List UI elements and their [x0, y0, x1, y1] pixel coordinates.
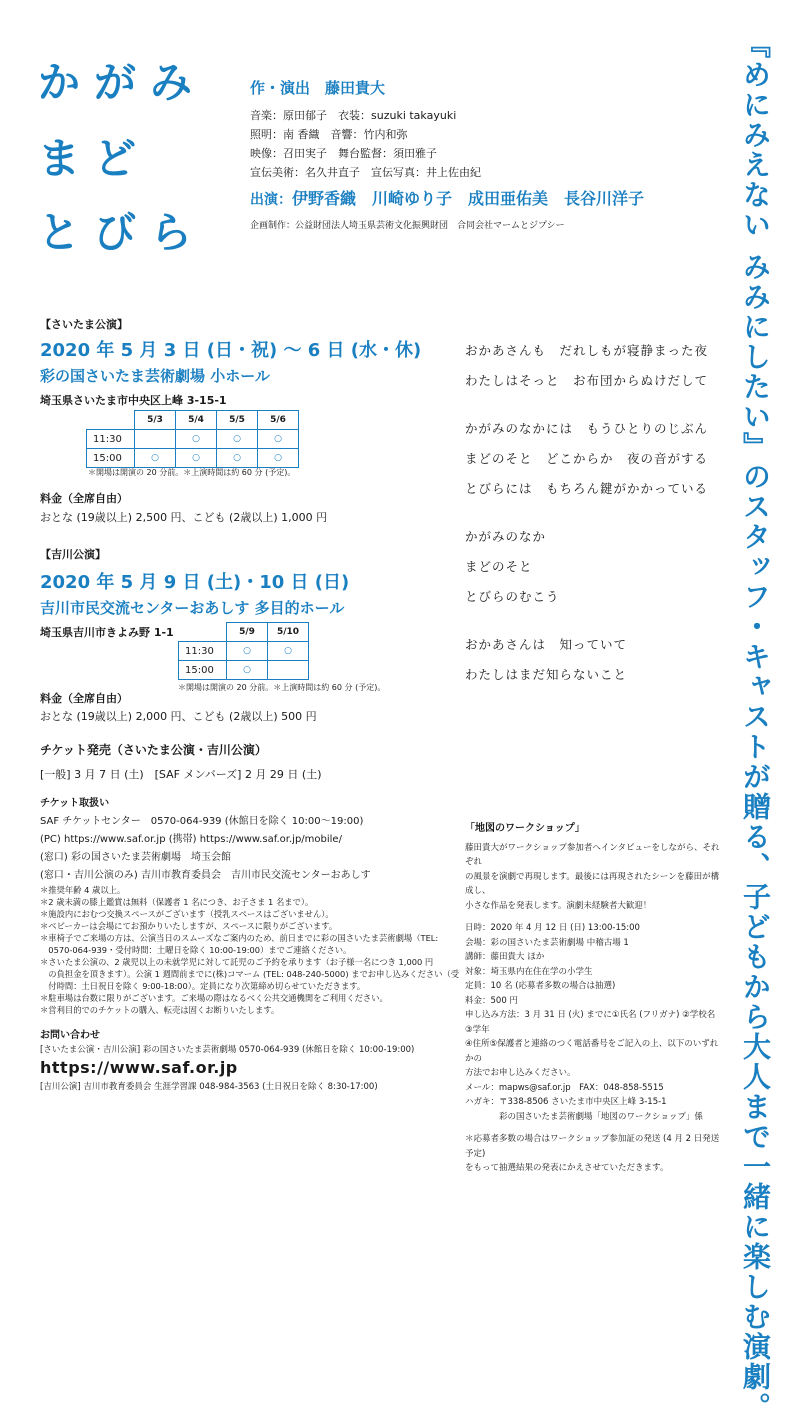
time-cell: 11:30: [87, 430, 135, 449]
saitama-price: おとな (19歳以上) 2,500 円、こども (2歳以上) 1,000 円: [40, 511, 328, 524]
workshop-detail-line: 方法でお申し込みください。: [465, 1068, 576, 1078]
ticket-handler: (窓口・吉川公演のみ) 吉川市教育委員会 吉川市民交流センターおあしす: [40, 870, 371, 881]
ticket-handling-label: チケット取扱い: [40, 798, 110, 809]
title-line-2: まど: [38, 134, 151, 183]
credit-line: 宣伝美術：名久井直子 宣伝写真：井上佐由紀: [250, 166, 481, 179]
workshop-desc-line: 小さな作品を発表します。演劇未経験者大歓迎！: [465, 900, 652, 911]
contact-url[interactable]: https://www.saf.or.jp: [40, 1058, 238, 1077]
yoshikawa-price: おとな (19歳以上) 2,000 円、こども (2歳以上) 500 円: [40, 710, 317, 723]
note-line: 0570-064-939・受付時間：土曜日を除く 10:00-19:00）までご連絡ください。: [40, 945, 352, 955]
workshop-desc: [465, 841, 720, 914]
contact-line-2: [吉川公演] 吉川市教育委員会 生涯学習課 048-984-3563 (土日祝日を除く 8:30-17:00): [40, 1082, 378, 1092]
yoshikawa-date: 2020 年 5 月 9 日 (土)・10 日 (日): [40, 572, 350, 593]
poem-line: まどのそと どこからか 夜の音がする: [465, 451, 709, 466]
workshop-detail-line: 料金：500 円: [465, 995, 518, 1006]
cast-names: 伊野香織 川崎ゆり子 成田亜佑美 長谷川洋子: [292, 189, 645, 208]
mark-cell: ○: [227, 661, 268, 680]
note-line: ＊施設内におむつ交換スペースがございます（授乳スペースはございません）。: [40, 909, 334, 919]
poem-line: おかあさんは 知っていて: [465, 637, 628, 652]
day-header: 5/5: [217, 411, 258, 430]
workshop-footnote: [465, 1132, 720, 1176]
contact-line-1: [さいたま公演・吉川公演] 彩の国さいたま芸術劇場 0570-064-939 (休館日を除く 10:00-19:00): [40, 1045, 415, 1055]
workshop-desc-line: 藤田貴大がワークショップ参加者へインタビューをしながら、それぞれ: [465, 842, 720, 867]
director-label: 作・演出: [250, 79, 311, 97]
time-cell: 15:00: [179, 661, 227, 680]
yoshikawa-venue: 吉川市民交流センターおあしす 多目的ホール: [40, 599, 345, 617]
poem-line: とびらには もちろん鍵がかかっている: [465, 481, 709, 496]
workshop-detail-line: 定員：10 名 (応募者多数の場合は抽選): [465, 981, 616, 991]
poem: [465, 336, 708, 690]
time-cell: 15:00: [87, 449, 135, 468]
mark-cell: ○: [258, 449, 299, 468]
mark-cell: ○: [176, 430, 217, 449]
note-line: ＊営利目的でのチケットの購入、転売は固くお断りいたします。: [40, 1005, 280, 1015]
credit-line: 照明：南 香織 音響：竹内和弥: [250, 128, 408, 141]
saitama-address: 埼玉県さいたま市中央区上峰 3-15-1: [40, 394, 227, 407]
poem-line: わたしはそっと お布団からぬけだして: [465, 373, 709, 388]
saitama-date: 2020 年 5 月 3 日 (日・祝) 〜 6 日 (水・休): [40, 340, 422, 361]
ticket-handler: (窓口) 彩の国さいたま芸術劇場 埼玉会館: [40, 852, 231, 863]
workshop-details: [465, 921, 720, 1124]
yoshikawa-schedule-table: [178, 622, 309, 680]
cast-line: [250, 186, 644, 212]
workshop-detail-line: 日時：2020 年 4 月 12 日 (日) 13:00-15:00: [465, 923, 640, 933]
day-header: 5/4: [176, 411, 217, 430]
day-header: 5/10: [268, 623, 309, 642]
yoshikawa-price-label: 料金（全席自由）: [40, 692, 128, 705]
mark-cell: ○: [217, 449, 258, 468]
workshop-detail-line: 対象：埼玉県内在住在学の小学生: [465, 966, 593, 977]
workshop-detail-line: ④住所⑤保護者と連絡のつく電話番号をご記入の上、以下のいずれかの: [465, 1039, 719, 1064]
director-name: 藤田貴大: [325, 79, 386, 97]
contact-label: お問い合わせ: [40, 1030, 100, 1041]
workshop-footnote-line: をもって抽選結果の発表にかえさせていただきます。: [465, 1163, 669, 1173]
workshop-title: 「地図のワークショップ」: [465, 823, 585, 834]
workshop-footnote-line: ＊応募者多数の場合はワークショップ参加証の発送 (4 月 2 日発送予定): [465, 1134, 720, 1159]
note-line: 付時間：土日祝日を除く 9:00-18:00）。定員になり次第締め切らせていただきます。: [40, 981, 366, 991]
credits: [250, 76, 644, 231]
note-line: ＊駐車場は台数に限りがございます。ご来場の際はなるべく公共交通機関をご利用ください。: [40, 993, 388, 1003]
mark-cell: ○: [217, 430, 258, 449]
note-line: の負担金を頂きます）。公演 1 週間前までに(株)コマーム (TEL: 048-240-5000) までお申し込みください（受: [40, 969, 460, 979]
yoshikawa-note: ＊開場は開演の 20 分前。＊上演時間は約 60 分 (予定)。: [178, 683, 386, 692]
poem-line: わたしはまだ知らないこと: [465, 667, 628, 682]
note-line: ＊2 歳未満の膝上鑑賞は無料（保護者 1 名につき、お子さま 1 名まで）。: [40, 897, 314, 907]
workshop-detail-line: 申し込み方法：3 月 31 日 (火) までに①氏名 (フリガナ) ②学校名③学年: [465, 1010, 716, 1035]
mark-cell: ○: [258, 430, 299, 449]
saitama-venue: 彩の国さいたま芸術劇場 小ホール: [40, 367, 270, 385]
poem-line: かがみのなかには もうひとりのじぶん: [465, 421, 709, 436]
mark-cell: ○: [268, 642, 309, 661]
saitama-schedule-table: [86, 410, 299, 468]
cast-label: 出演：: [250, 192, 292, 208]
mark-cell: ○: [227, 642, 268, 661]
note-line: ＊車椅子でご来場の方は、公演当日のスムーズなご案内のため、前日までに彩の国さいたま芸術劇場（TEL:: [40, 933, 439, 943]
ticket-release-dates: [一般] 3 月 7 日 (土) [SAF メンバーズ] 2 月 29 日 (土): [40, 768, 322, 781]
time-cell: 11:30: [179, 642, 227, 661]
workshop-detail-line: メール：mapws@saf.or.jp FAX：048-858-5515: [465, 1082, 664, 1093]
workshop-detail-line: ハガキ：〒338-8506 さいたま市中央区上峰 3-15-1: [465, 1097, 667, 1107]
yoshikawa-address: 埼玉県吉川市きよみ野 1-1: [40, 626, 174, 639]
note-line: ＊推奨年齢 4 歳以上。: [40, 885, 126, 895]
ticket-handler: SAF チケットセンター 0570-064-939 (休館日を除く 10:00〜19:00): [40, 816, 364, 827]
yoshikawa-label: 【吉川公演】: [40, 548, 106, 561]
saitama-price-label: 料金（全席自由）: [40, 492, 128, 505]
director-line: [250, 76, 644, 100]
saitama-label: 【さいたま公演】: [40, 318, 128, 331]
day-header: 5/9: [227, 623, 268, 642]
mark-cell: [268, 661, 309, 680]
ticket-handler: (PC) https://www.saf.or.jp (携帯) https://www.saf.or.jp/mobile/: [40, 834, 342, 845]
workshop-box: [465, 822, 720, 1176]
credit-line: 映像：召田実子 舞台監督：須田雅子: [250, 147, 437, 160]
notes-block: [40, 884, 459, 1016]
mark-cell: [135, 430, 176, 449]
poem-line: まどのそと: [465, 559, 533, 574]
poem-line: おかあさんも だれしもが寝静まった夜: [465, 343, 709, 358]
poem-line: かがみのなか: [465, 529, 547, 544]
mark-cell: ○: [135, 449, 176, 468]
credit-line: 音楽：原田郁子 衣装：suzuki takayuki: [250, 109, 457, 122]
note-line: ＊ベビーカーは会場にてお預かりいたしますが、スペースに限りがございます。: [40, 921, 338, 931]
saitama-note: ＊開場は開演の 20 分前。＊上演時間は約 60 分 (予定)。: [88, 468, 296, 477]
day-header: 5/6: [258, 411, 299, 430]
title-line-1: かがみ: [38, 58, 207, 107]
poem-line: とびらのむこう: [465, 589, 560, 604]
workshop-detail-line: 講師：藤田貴大 ほか: [465, 952, 545, 962]
workshop-detail-line: 彩の国さいたま芸術劇場「地図のワークショップ」係: [465, 1111, 703, 1122]
production-credit: 企画制作：公益財団法人埼玉県芸術文化振興財団 合同会社マームとジプシー: [250, 221, 565, 231]
note-line: ＊さいたま公演の、2 歳児以上の未就学児に対して託児のご予約を承ります（お子様一名につき 1,000 円: [40, 957, 434, 967]
workshop-detail-line: 会場：彩の国さいたま芸術劇場 中稽古場 1: [465, 937, 629, 948]
ticket-release-label: チケット発売（さいたま公演・吉川公演）: [40, 743, 267, 757]
workshop-desc-line: の風景を演劇で再現します。最後には再現されたシーンを藤田が構成し、: [465, 871, 720, 896]
title-line-3: とびら: [38, 208, 207, 257]
mark-cell: ○: [176, 449, 217, 468]
day-header: 5/3: [135, 411, 176, 430]
vertical-tagline: 『めにみえない みみにしたい』のスタッフ・キャストが贈る、子どもから大人まで一緒に楽しむ演劇。: [739, 30, 772, 1422]
